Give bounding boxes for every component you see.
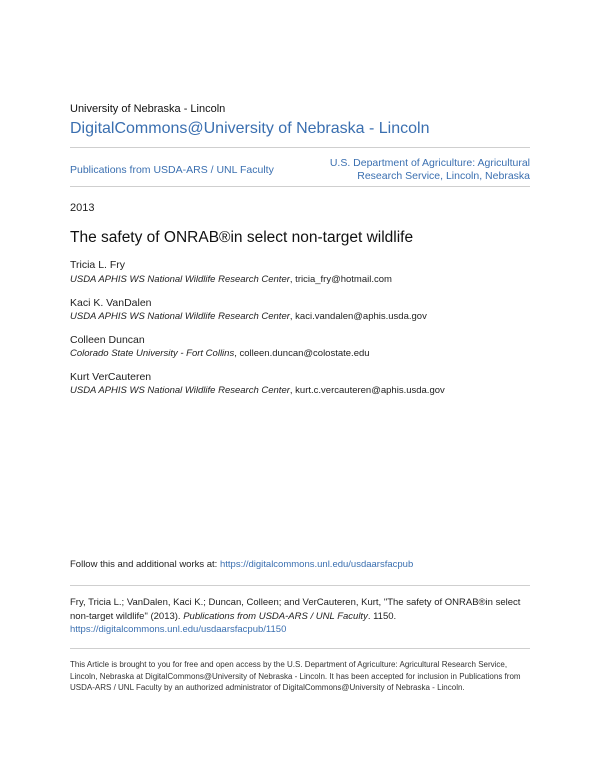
author-affiliation: [70, 385, 445, 396]
author-email: , colleen.duncan@colostate.edu: [234, 348, 370, 359]
citation-link[interactable]: https://digitalcommons.unl.edu/usdaarsfacpub/1150: [70, 624, 287, 635]
follow-line: [70, 559, 413, 570]
citation-number: . 1150.: [367, 610, 397, 622]
author-name: Tricia L. Fry: [70, 259, 126, 271]
repository-link[interactable]: DigitalCommons@University of Nebraska - Lincoln: [70, 120, 430, 137]
institution-name: University of Nebraska - Lincoln: [70, 103, 226, 115]
author-affiliation: [70, 348, 370, 359]
publication-year: 2013: [70, 202, 95, 214]
follow-link[interactable]: https://digitalcommons.unl.edu/usdaarsfacpub: [219, 559, 414, 570]
collection-link-right[interactable]: [270, 157, 530, 183]
author-name: Kaci K. VanDalen: [70, 297, 152, 309]
author-email: , kurt.c.vercauteren@aphis.usda.gov: [289, 385, 445, 396]
citation-journal: Publications from USDA-ARS / UNL Faculty: [183, 610, 368, 622]
affiliation-name: USDA APHIS WS National Wildlife Research Center: [70, 274, 290, 285]
collection-right-line2: Research Service, Lincoln, Nebraska: [357, 170, 530, 182]
affiliation-name: USDA APHIS WS National Wildlife Research Center: [70, 311, 290, 322]
author-affiliation: [70, 311, 427, 322]
divider: [70, 147, 530, 148]
collection-link-left[interactable]: Publications from USDA-ARS / UNL Faculty: [70, 164, 274, 176]
article-title: The safety of ONRAB®in select non-target wildlife: [70, 229, 414, 246]
author-email: , tricia_fry@hotmail.com: [289, 274, 392, 285]
author-email: , kaci.vandalen@aphis.usda.gov: [289, 311, 427, 322]
affiliation-name: Colorado State University - Fort Collins: [70, 348, 235, 359]
divider: [70, 186, 530, 187]
author-name: Colleen Duncan: [70, 334, 145, 346]
collection-right-line1: U.S. Department of Agriculture: Agricultural: [329, 157, 530, 169]
follow-text: Follow this and additional works at:: [70, 559, 220, 570]
affiliation-name: USDA APHIS WS National Wildlife Research Center: [70, 385, 290, 396]
access-notice: This Article is brought to you for free and open access by the U.S. Department of Agriculture: Agricultural Research Service, Lincoln, Nebraska at DigitalCommons@University of Nebraska - Lincoln. It has been accepted for inclusion in Publications from USDA-ARS / UNL Faculty by an authorized administrator of DigitalCommons@University of Nebraska - Lincoln.: [70, 660, 521, 692]
author-affiliation: [70, 274, 392, 285]
citation-text: Fry, Tricia L.; VanDalen, Kaci K.; Duncan, Colleen; and VerCauteren, Kurt, "The safety of ONRAB®in select non-target wildlife" (2013).: [70, 597, 521, 622]
divider: [70, 585, 530, 586]
divider: [70, 648, 530, 649]
author-name: Kurt VerCauteren: [70, 371, 152, 383]
citation-block: [70, 596, 530, 637]
